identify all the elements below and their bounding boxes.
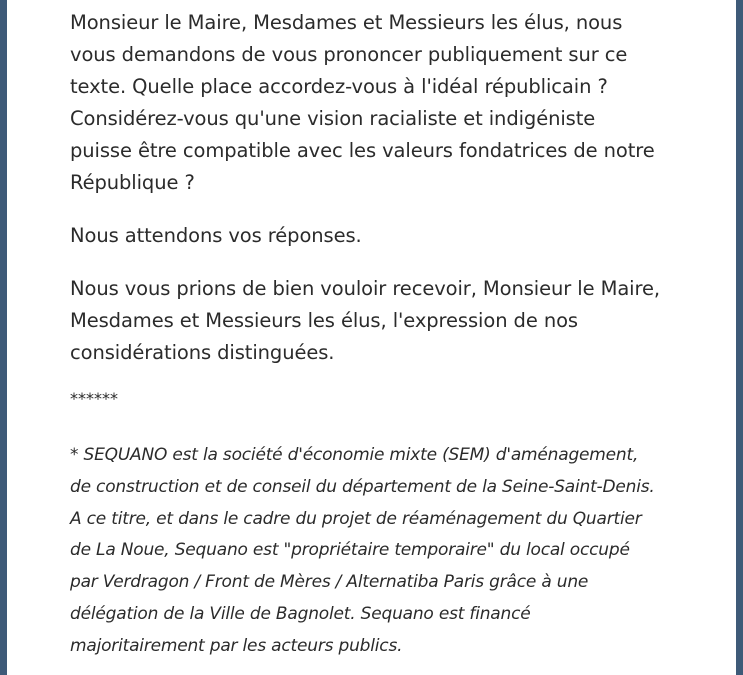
text-line: Nous vous prions de bien vouloir recevoir, Monsieur le Maire, xyxy=(70,277,660,300)
separator: ****** xyxy=(70,389,118,408)
text-line: Mesdames et Messieurs les élus, l'expression de nos xyxy=(70,309,578,332)
footnote-line: * SEQUANO est la société d'économie mixte (SEM) d'aménagement, xyxy=(70,445,639,465)
text-line: République ? xyxy=(70,171,195,194)
text-line: Considérez-vous qu'une vision racialiste et indigéniste xyxy=(70,107,596,130)
article-body xyxy=(70,7,678,663)
paragraph-closing xyxy=(70,273,678,369)
text-line: texte. Quelle place accordez-vous à l'idéal républicain ? xyxy=(70,75,608,98)
paragraph-awaiting xyxy=(70,220,678,252)
footnote xyxy=(70,440,678,663)
text-line: puisse être compatible avec les valeurs fondatrices de notre xyxy=(70,139,655,162)
footnote-line: délégation de la Ville de Bagnolet. Sequano est financé xyxy=(70,603,531,624)
footnote-line: de La Noue, Sequano est "propriétaire temporaire" du local occupé xyxy=(70,540,630,561)
text-line: vous demandons de vous prononcer publiquement sur ce xyxy=(70,43,628,66)
paragraph-question xyxy=(70,7,678,199)
footnote-line: par Verdragon / Front de Mères / Alternatiba Paris grâce à une xyxy=(70,572,589,593)
text-line: Monsieur le Maire, Mesdames et Messieurs les élus, nous xyxy=(70,11,623,34)
footnote-line: de construction et de conseil du département de la Seine-Saint-Denis. xyxy=(70,476,655,497)
footnote-line: A ce titre, et dans le cadre du projet de réaménagement du Quartier xyxy=(70,508,642,529)
footnote-line: majoritairement par les acteurs publics. xyxy=(70,635,403,656)
text-line: Nous attendons vos réponses. xyxy=(70,224,362,247)
text-line: considérations distinguées. xyxy=(70,341,335,364)
page xyxy=(7,0,736,675)
